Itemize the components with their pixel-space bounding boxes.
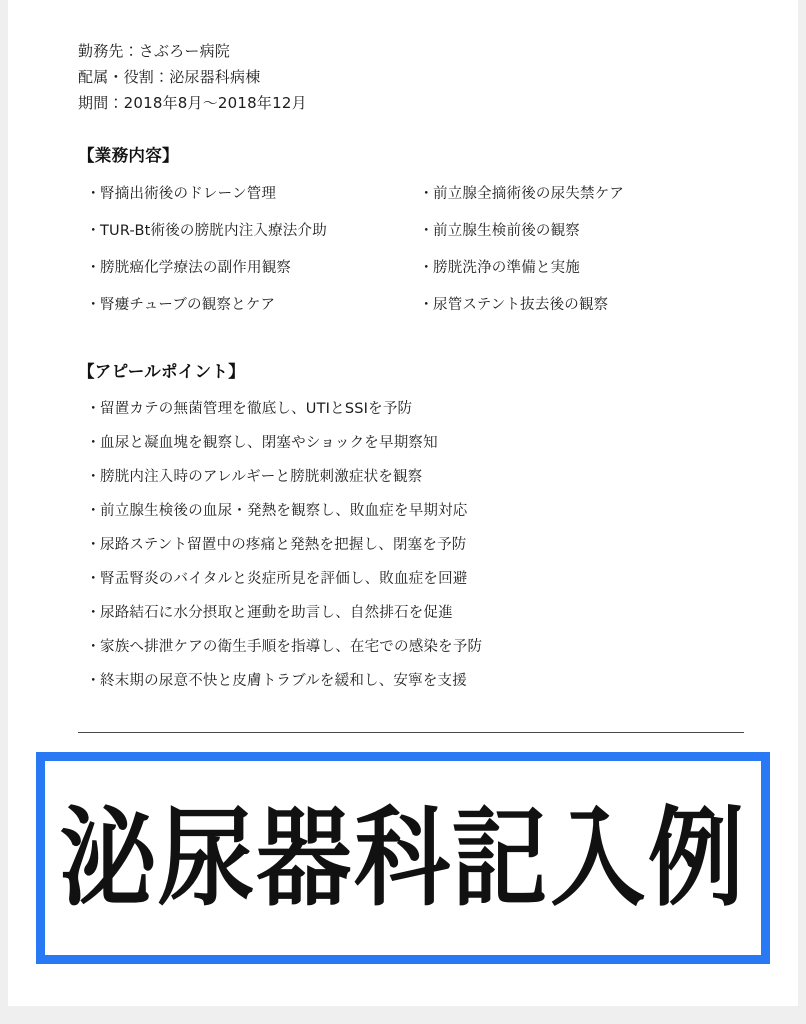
duty-item <box>411 287 744 324</box>
appeal-heading: 【アピールポイント】 <box>78 362 246 381</box>
appeal-item <box>78 562 744 596</box>
bullet-icon: ・ <box>86 186 101 202</box>
banner-title: 泌尿器科記入例 <box>60 795 746 921</box>
bullet-icon: ・ <box>419 186 434 202</box>
appeal-item-label: 腎盂腎炎のバイタルと炎症所見を評価し、敗血症を回避 <box>100 571 468 587</box>
appeal-item <box>78 494 744 528</box>
appeal-item <box>78 460 744 494</box>
appeal-item-label: 血尿と凝血塊を観察し、閉塞やショックを早期察知 <box>100 435 438 451</box>
appeal-item-label: 尿路ステント留置中の疼痛と発熱を把握し、閉塞を予防 <box>100 537 467 553</box>
meta-line-department: 配属・役割：泌尿器科病棟 <box>78 68 261 86</box>
duty-item-label: 膀胱癌化学療法の副作用観察 <box>100 260 292 276</box>
duty-item-label: 膀胱洗浄の準備と実施 <box>433 260 580 276</box>
duty-item <box>411 176 744 213</box>
duty-item-label: TUR-Bt術後の膀胱内注入療法介助 <box>100 223 327 239</box>
duty-item-label: 前立腺生検前後の観察 <box>433 223 580 239</box>
duty-item-label: 前立腺全摘術後の尿失禁ケア <box>433 186 625 202</box>
bullet-icon: ・ <box>419 260 434 276</box>
bullet-icon: ・ <box>86 537 101 553</box>
bullet-icon: ・ <box>86 571 101 587</box>
appeal-item <box>78 392 744 426</box>
appeal-item <box>78 528 744 562</box>
bullet-icon: ・ <box>86 297 101 313</box>
bullet-icon: ・ <box>86 639 101 655</box>
bullet-icon: ・ <box>86 223 101 239</box>
duty-item-label: 腎瘻チューブの観察とケア <box>100 297 276 313</box>
bullet-icon: ・ <box>419 223 434 239</box>
bullet-icon: ・ <box>419 297 434 313</box>
meta-line-workplace: 勤務先：さぶろー病院 <box>78 42 231 60</box>
section-divider <box>78 732 744 733</box>
meta-block <box>78 38 744 116</box>
appeal-item-label: 留置カテの無菌管理を徹底し、UTIとSSIを予防 <box>100 401 413 417</box>
duty-item <box>78 213 411 250</box>
appeal-list <box>78 392 744 698</box>
duty-item <box>78 287 411 324</box>
bullet-icon: ・ <box>86 401 101 417</box>
appeal-item <box>78 664 744 698</box>
appeal-item-label: 終末期の尿意不快と皮膚トラブルを緩和し、安寧を支援 <box>100 673 467 689</box>
appeal-item-label: 膀胱内注入時のアレルギーと膀胱刺激症状を観察 <box>100 469 423 485</box>
duty-item <box>78 176 411 213</box>
appeal-item <box>78 426 744 460</box>
duty-item-label: 腎摘出術後のドレーン管理 <box>100 186 277 202</box>
title-banner <box>36 752 770 964</box>
duty-item <box>411 250 744 287</box>
appeal-item-label: 家族へ排泄ケアの衛生手順を指導し、在宅での感染を予防 <box>100 639 483 655</box>
appeal-item-label: 尿路結石に水分摂取と運動を助言し、自然排石を促進 <box>100 605 453 621</box>
duties-list <box>78 176 744 324</box>
duty-item <box>411 213 744 250</box>
bullet-icon: ・ <box>86 503 101 519</box>
bullet-icon: ・ <box>86 260 101 276</box>
duty-item-label: 尿管ステント抜去後の観察 <box>433 297 609 313</box>
meta-line-period: 期間：2018年8月〜2018年12月 <box>78 94 307 112</box>
appeal-item-label: 前立腺生検後の血尿・発熱を観察し、敗血症を早期対応 <box>100 503 468 519</box>
bullet-icon: ・ <box>86 435 101 451</box>
bullet-icon: ・ <box>86 605 101 621</box>
bullet-icon: ・ <box>86 673 101 689</box>
duty-item <box>78 250 411 287</box>
appeal-item <box>78 596 744 630</box>
page-bottom-strip <box>0 1006 806 1024</box>
duties-heading: 【業務内容】 <box>78 146 179 165</box>
bullet-icon: ・ <box>86 469 101 485</box>
appeal-item <box>78 630 744 664</box>
